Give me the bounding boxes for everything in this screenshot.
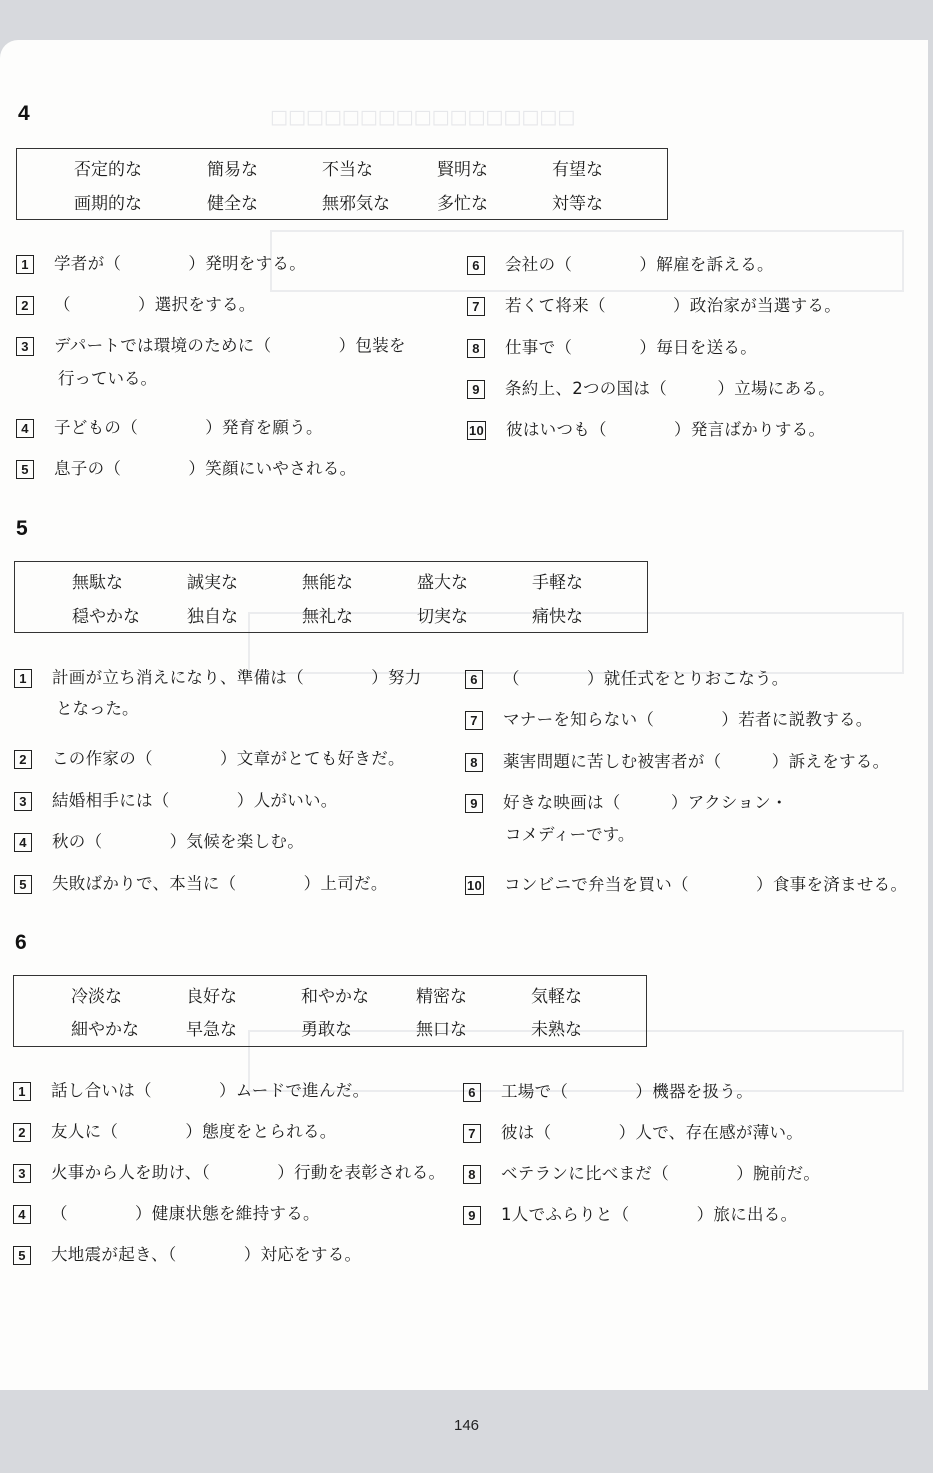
word-choice: 否定的な [74, 160, 142, 180]
question-item [13, 1118, 337, 1142]
question-text: 結婚相手には（ ）人がいい。 [52, 791, 338, 810]
question-item [467, 334, 757, 358]
word-choice: 細やかな [71, 1020, 139, 1040]
word-choice: 盛大な [417, 573, 468, 593]
word-choice: 多忙な [437, 194, 488, 214]
question-item [467, 292, 841, 316]
question-item [467, 375, 835, 399]
word-choice: 対等な [552, 194, 603, 214]
question-item [16, 332, 406, 356]
question-number-badge: 8 [467, 339, 485, 358]
question-text: 好きな映画は（ ）アクション・ [503, 793, 788, 812]
word-choice: 無駄な [72, 573, 123, 593]
word-choice: 画期的な [74, 194, 142, 214]
question-item [465, 748, 889, 772]
question-item [16, 414, 323, 438]
question-text: 話し合いは（ ）ムードで進んだ。 [51, 1081, 370, 1100]
question-text: マナーを知らない（ ）若者に説教する。 [503, 710, 873, 729]
question-item [463, 1119, 803, 1143]
question-item [467, 416, 825, 440]
word-choice: 有望な [552, 160, 603, 180]
question-number-badge: 4 [16, 419, 34, 438]
question-number-badge: 4 [14, 833, 32, 852]
question-number-badge: 7 [467, 297, 485, 316]
question-text-continued: 行っている。 [58, 369, 157, 388]
question-text: ベテランに比べまだ（ ）腕前だ。 [501, 1164, 821, 1183]
question-number-badge: 2 [14, 750, 32, 769]
question-number-badge: 8 [465, 753, 483, 772]
word-choice: 誠実な [187, 573, 238, 593]
question-number-badge: 9 [463, 1206, 481, 1225]
question-text: （ ）就任式をとりおこなう。 [503, 669, 789, 688]
question-number-badge: 10 [467, 878, 483, 893]
word-choice: 独自な [187, 607, 238, 627]
word-choice: 不当な [322, 160, 373, 180]
question-number-badge: 2 [13, 1123, 31, 1142]
word-choice: 気軽な [531, 987, 582, 1007]
question-text: デパートでは環境のために（ ）包装を [54, 336, 406, 355]
question-text: 秋の（ ）気候を楽しむ。 [52, 832, 304, 851]
word-choice: 未熟な [531, 1020, 582, 1040]
question-text: 条約上、2つの国は（ ）立場にある。 [505, 379, 835, 398]
question-number-badge: 5 [16, 460, 34, 479]
word-choice: 勇敢な [301, 1020, 352, 1040]
question-item [16, 291, 256, 315]
question-item [16, 455, 356, 479]
question-number-badge: 10 [469, 423, 485, 438]
question-number-badge: 1 [14, 669, 32, 688]
question-number-badge: 9 [467, 380, 485, 399]
question-text: コンビニで弁当を買い（ ）食事を済ませる。 [504, 875, 908, 894]
question-text-continued: となった。 [56, 699, 139, 718]
textbook-page [0, 40, 928, 1390]
word-choice: 和やかな [301, 987, 369, 1007]
question-text: （ ）選択をする。 [54, 295, 256, 314]
question-text: （ ）健康状態を維持する。 [51, 1204, 320, 1223]
question-text: この作家の（ ）文章がとても好きだ。 [52, 749, 405, 768]
word-choice: 精密な [416, 987, 467, 1007]
section-number: 5 [16, 517, 28, 540]
word-choice: 賢明な [437, 160, 488, 180]
question-text: 会社の（ ）解雇を訴える。 [505, 255, 774, 274]
word-choice: 冷淡な [71, 987, 122, 1007]
question-number-badge: 3 [16, 337, 34, 356]
question-number-badge: 1 [16, 255, 34, 274]
word-choice: 無礼な [302, 607, 353, 627]
question-text: 計画が立ち消えになり、準備は（ ）努力 [52, 668, 422, 687]
question-text: 大地震が起き、（ ）対応をする。 [51, 1245, 362, 1264]
word-choice: 痛快な [532, 607, 583, 627]
question-item [16, 250, 306, 274]
question-number-badge: 3 [13, 1164, 31, 1183]
page-number: 146 [453, 1417, 480, 1434]
question-number-badge: 8 [463, 1165, 481, 1184]
word-choice: 無能な [302, 573, 353, 593]
question-text: 火事から人を助け、（ ）行動を表彰される。 [51, 1163, 446, 1182]
question-item [463, 1160, 820, 1184]
question-number-badge: 5 [13, 1246, 31, 1265]
question-number-badge: 6 [465, 670, 483, 689]
word-choice: 無口な [416, 1020, 467, 1040]
word-choice: 穏やかな [72, 607, 140, 627]
question-text: 薬害問題に苦しむ被害者が（ ）訴えをする。 [503, 752, 890, 771]
question-item [14, 787, 338, 811]
question-text: 友人に（ ）態度をとられる。 [51, 1122, 337, 1141]
word-choice: 切実な [417, 607, 468, 627]
question-text: 1人でふらりと（ ）旅に出る。 [501, 1205, 798, 1224]
question-text: 子どもの（ ）発育を願う。 [54, 418, 323, 437]
question-text: 息子の（ ）笑顔にいやされる。 [54, 459, 357, 478]
question-item [465, 871, 907, 895]
question-item [13, 1159, 445, 1183]
word-choice: 健全な [207, 194, 258, 214]
section-number: 4 [18, 102, 30, 125]
question-text: 仕事で（ ）毎日を送る。 [505, 338, 757, 357]
question-text: 学者が（ ）発明をする。 [54, 254, 306, 273]
question-number-badge: 3 [14, 792, 32, 811]
question-item [465, 789, 788, 813]
question-item [13, 1200, 320, 1224]
question-number-badge: 5 [14, 875, 32, 894]
word-choice: 良好な [186, 987, 237, 1007]
question-number-badge: 9 [465, 794, 483, 813]
question-item [467, 251, 774, 275]
question-text: 失敗ばかりで、本当に（ ）上司だ。 [52, 874, 388, 893]
word-choice: 手軽な [532, 573, 583, 593]
question-number-badge: 6 [467, 256, 485, 275]
question-number-badge: 7 [463, 1124, 481, 1143]
question-item [463, 1078, 753, 1102]
question-number-badge: 1 [13, 1082, 31, 1101]
question-item [14, 664, 422, 688]
question-text-continued: コメディーです。 [505, 825, 635, 844]
question-text: 工場で（ ）機器を扱う。 [501, 1082, 753, 1101]
question-item [13, 1077, 369, 1101]
section-number: 6 [15, 931, 27, 954]
question-text: 彼はいつも（ ）発言ばかりする。 [506, 420, 826, 439]
bleed-through-mark: □□□□□□□□□□□□□□□□□ [270, 106, 576, 128]
question-item [465, 706, 873, 730]
question-text: 若くて将来（ ）政治家が当選する。 [505, 296, 841, 315]
question-item [465, 665, 789, 689]
question-item [463, 1201, 797, 1225]
question-text: 彼は（ ）人で、存在感が薄い。 [501, 1123, 804, 1142]
word-choice: 簡易な [207, 160, 258, 180]
question-number-badge: 7 [465, 711, 483, 730]
question-item [14, 828, 304, 852]
word-choice: 早急な [186, 1020, 237, 1040]
question-item [13, 1241, 361, 1265]
question-item [14, 870, 388, 894]
question-item [14, 745, 405, 769]
word-choice: 無邪気な [322, 194, 390, 214]
question-number-badge: 4 [13, 1205, 31, 1224]
question-number-badge: 2 [16, 296, 34, 315]
question-number-badge: 6 [463, 1083, 481, 1102]
